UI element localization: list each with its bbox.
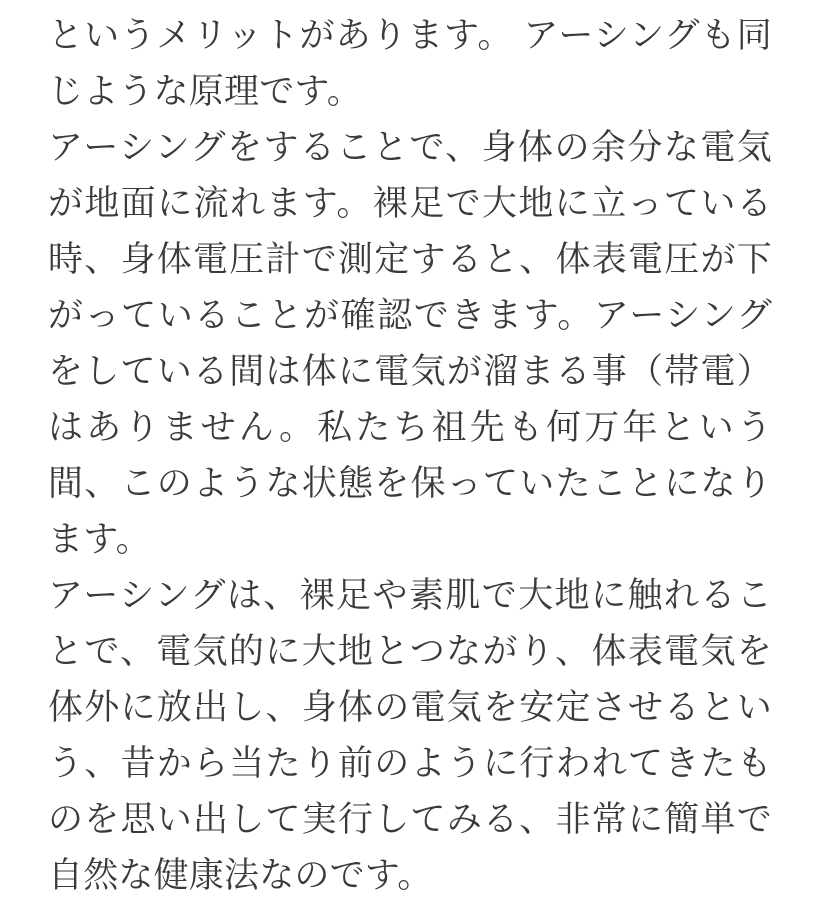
article-body — [48, 8, 772, 904]
paragraph-3: アーシングは、裸足や素肌で大地に触れることで、電気的に大地とつながり、体表電気を体外に放出し、身体の電気を安定させるという、昔から当たり前のように行われてきたものを思い出して実行してみる、非常に簡単で自然な健康法なのです。 — [48, 576, 772, 895]
paragraph-2: アーシングをすることで、身体の余分な電気が地面に流れます。裸足で大地に立っている時、身体電圧計で測定すると、体表電圧が下がっていることが確認できます。アーシングをしている間は体に電気が溜まる事（帯電）はありません。私たち祖先も何万年という間、このような状態を保っていたことになります。 — [48, 128, 772, 559]
paragraph-1: というメリットがあります。 アーシングも同じような原理です。 — [48, 16, 772, 111]
